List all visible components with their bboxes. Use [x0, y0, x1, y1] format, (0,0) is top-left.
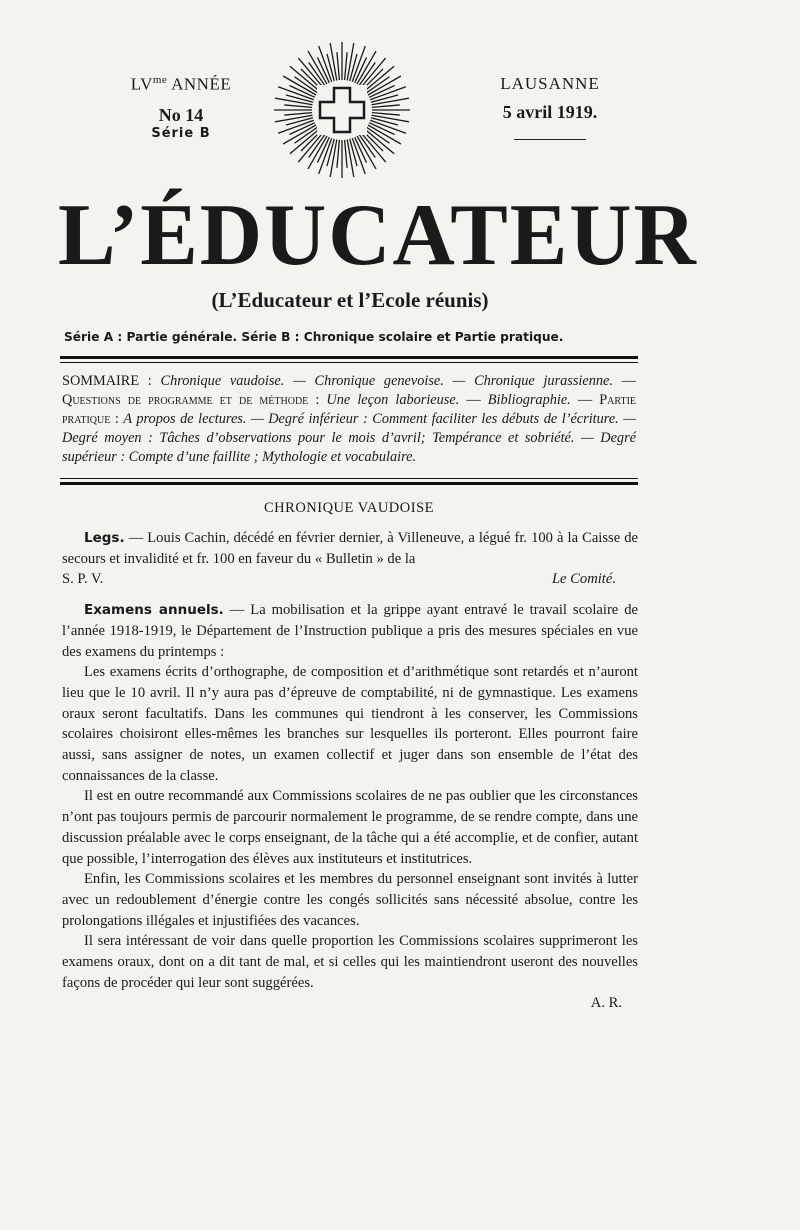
- emblem-ray: [284, 113, 312, 115]
- examens-paragraph-5: Il sera intéressant de voir dans quelle proportion les Commissions scolaires supprimeront les examens oraux, dont on a dit tant de mal, et si celles qui les maintiendront useront des nouvelles façons de procéder qui leur sont suggérées.: [62, 933, 638, 991]
- header-right: [460, 74, 640, 140]
- summary-text-3: Questions de programme et de méthode: [62, 392, 309, 408]
- summary-label: SOMMAIRE :: [62, 373, 152, 389]
- emblem-ray: [345, 140, 347, 168]
- summary-text-1: Chronique vaudoise. — Chronique genevoise. — Chronique jurassienne.: [160, 373, 613, 389]
- volume-year: $LV^{me}$ ANNÉE: [130, 74, 232, 94]
- divider-mid: [60, 482, 638, 485]
- summary-text-2: —: [612, 373, 637, 389]
- emblem-ray: [284, 105, 312, 107]
- emblem-ray: [372, 113, 400, 115]
- section-title: CHRONIQUE VAUDOISE: [264, 500, 434, 516]
- emblem-ray: [347, 43, 354, 80]
- summary-text-10: :: [110, 411, 124, 427]
- legs-signature: Le Comité.: [551, 571, 616, 588]
- emblem-ray: [337, 140, 339, 168]
- city: LAUSANNE: [500, 74, 600, 93]
- divider-top-thin: [60, 362, 638, 363]
- examens-signature: A. R.: [590, 995, 622, 1012]
- examens-paragraph-3: Il est en outre recommandé aux Commissions scolaires de ne pas oublier que les circonstances n’ont pas toujours permis de parcourir normalement le programme, de se rendre compte, dans une discussion préalable avec le corps enseignant, de la tâche qui a été accomplie, et de confier, autant que possible, l’interrogation des élèves aux instituteurs et institutrices.: [62, 788, 638, 867]
- emblem-ray: [347, 140, 354, 177]
- legs-text: — Louis Cachin, décédé en février dernier, à Villeneuve, a légué fr. 100 à la Caisse de secours et invalidité et fr. 100 en faveur du « Bulletin » de la: [62, 530, 638, 567]
- emblem-ray: [345, 52, 347, 80]
- emblem-ray: [372, 105, 400, 107]
- masthead-subtitle: (L’Educateur et l’Ecole réunis): [211, 288, 489, 312]
- emblem-ray: [275, 98, 312, 105]
- series-description: Série A : Partie générale. Série B : Chronique scolaire et Partie pratique.: [64, 330, 564, 344]
- series-label: Série B: [151, 125, 211, 141]
- summary-text-4: :: [308, 392, 327, 408]
- header-left: [96, 74, 266, 141]
- summary-text-8: —: [570, 392, 600, 408]
- emblem-ray: [275, 115, 312, 122]
- divider-mid-thin: [60, 478, 638, 479]
- summary-text-11: A propos de lectures. — Degré inférieur : Comment faciliter les débuts de l’écriture. — Degré moyen : Tâches d’observations pour le mois d’avril; Tempérance et sobriété. — Degré supérieur : Compte d’une faillite ; Mythologie et vocabulaire.: [62, 411, 636, 465]
- issue-date: 5 avril 1919.: [502, 102, 598, 122]
- legs-lead: Legs.: [84, 530, 125, 546]
- examens-paragraph-4: Enfin, les Commissions scolaires et les membres du personnel enseignant sont invités à lutter avec un redoublement d’énergie contre les congés sollicités sans nécessité absolue, contre les prolongations illégales et injustifiées des vacances.: [62, 871, 638, 929]
- issue-number: No 14: [158, 104, 204, 125]
- examens-paragraph-2: Les examens écrits d’orthographe, de composition et d’arithmétique sont retardés et n’auront lieu que le 10 avril. Il n’y aura pas d’épreuve de comptabilité, ni de gymnastique. Les examens oraux seront facultatifs. Dans les communes qui tiendront à les conserver, les Commissions scolaires choisiront elles-mêmes les branches sur lesquelles ils porteront. Elles pourront faire aussi, sans assigner de notes, un examen collectif et juger dans son ensemble de l’état des connaissances de la classe.: [62, 664, 638, 784]
- summary-block: [62, 372, 636, 467]
- masthead-title: L’ÉDUCATEUR: [58, 187, 698, 284]
- examens-lead: Examens annuels.: [84, 602, 224, 619]
- emblem-ray: [337, 52, 339, 80]
- article-body: [62, 528, 638, 1014]
- legs-paragraph: [62, 528, 638, 569]
- summary-text-9: Partie pratique: [62, 392, 637, 427]
- emblem-ray: [372, 115, 409, 122]
- summary-text-7: Bibliographie.: [487, 392, 571, 408]
- legs-signature-line: [62, 569, 638, 590]
- cross-emblem-icon: [272, 40, 412, 180]
- examens-paragraph-1: [62, 600, 638, 662]
- summary-text-5: Une leçon laborieuse.: [326, 392, 460, 408]
- summary-text-6: —: [459, 392, 488, 408]
- examens-text-1: — La mobilisation et la grippe ayant entravé le travail scolaire de l’année 1918-1919, le Département de l’Instruction publique a pris des mesures spéciales en vue des examens du printemps :: [62, 602, 639, 660]
- emblem-ray: [330, 140, 337, 177]
- divider-top: [60, 356, 638, 359]
- emblem-ray: [372, 98, 409, 105]
- date-underline: [514, 139, 586, 140]
- legs-tail: S. P. V.: [62, 571, 104, 588]
- emblem-ray: [330, 43, 337, 80]
